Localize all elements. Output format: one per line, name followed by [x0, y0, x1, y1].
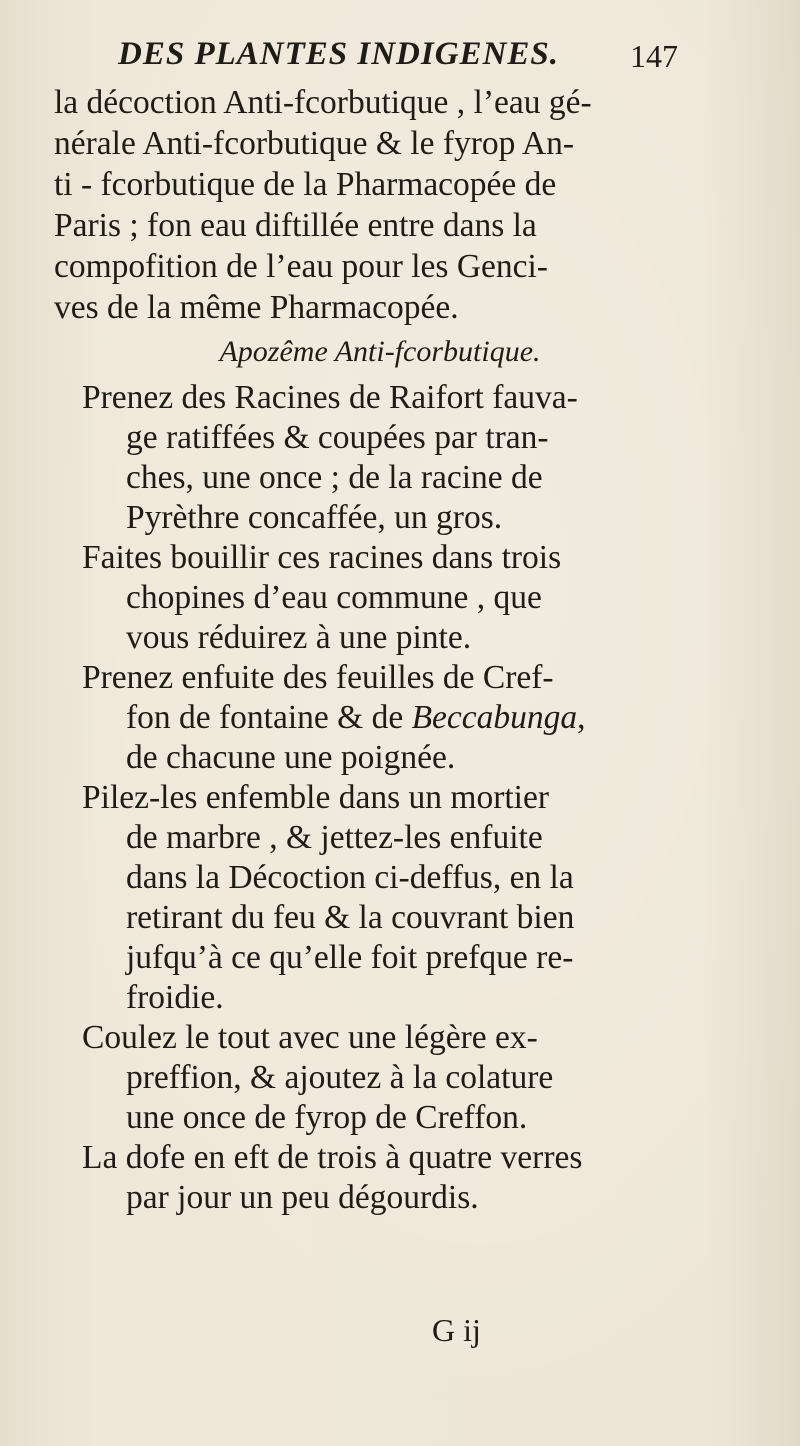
text-line: de marbre , & jettez-les enfuite: [126, 819, 543, 856]
text-line: La dofe en eft de trois à quatre verres: [82, 1139, 583, 1176]
punctuation: ,: [577, 699, 586, 736]
recipe-step: [82, 538, 762, 658]
text-line: la décoction Anti-fcorbutique , l’eau gé-: [54, 84, 592, 121]
text-line: de chacune une poignée.: [126, 739, 456, 776]
text-line: froidie.: [126, 979, 224, 1016]
page-number: 147: [630, 38, 678, 74]
text-line: dans la Décoction ci-deffus, en la: [126, 859, 574, 896]
recipe-step: [82, 1138, 762, 1218]
text-line: vous réduirez à une pinte.: [126, 619, 472, 656]
text-line: [82, 698, 762, 738]
text-line: compofition de l’eau pour les Genci-: [54, 248, 548, 285]
text-line: ti - fcorbutique de la Pharmacopée de: [54, 166, 557, 203]
text-span: fon de fontaine & de: [126, 699, 412, 736]
text-line: Coulez le tout avec une légère ex-: [82, 1019, 538, 1056]
recipe-step: [82, 1018, 762, 1138]
text-line: une once de fyrop de Creffon.: [126, 1099, 528, 1136]
plant-name: Beccabunga: [411, 699, 578, 736]
text-line: Faites bouillir ces racines dans trois: [82, 539, 562, 576]
text-line: chopines d’eau commune , que: [126, 579, 542, 616]
recipe-instructions: [82, 378, 762, 1218]
text-line: ches, une once ; de la racine de: [126, 459, 543, 496]
text-line: nérale Anti-fcorbutique & le fyrop An-: [54, 125, 575, 162]
signature-mark: G ij: [432, 1312, 481, 1348]
text-line: ge ratiffées & coupées par tran-: [126, 419, 549, 456]
text-line: jufqu’à ce qu’elle foit prefque re-: [126, 939, 574, 976]
text-line: preffion, & ajoutez à la colature: [126, 1059, 554, 1096]
text-line: Prenez enfuite des feuilles de Cref-: [82, 659, 554, 696]
text-line: par jour un peu dégourdis.: [126, 1179, 479, 1216]
text-line: ves de la même Pharmacopée.: [54, 289, 459, 326]
recipe-step: [82, 778, 762, 1018]
recipe-title: Apozême Anti-fcorbutique.: [219, 335, 541, 368]
text-line: Pilez-les enfemble dans un mortier: [82, 779, 549, 816]
text-line: retirant du feu & la couvrant bien: [126, 899, 575, 936]
recipe-step: [82, 658, 762, 778]
text-line: Pyrèthre concaffée, un gros.: [126, 499, 503, 536]
recipe-step: [82, 378, 762, 538]
page-header: [118, 36, 678, 86]
text-line: Prenez des Racines de Raifort fauva-: [82, 379, 578, 416]
running-head: DES PLANTES INDIGENES.: [118, 36, 560, 72]
text-line: Paris ; fon eau diftillée entre dans la: [54, 207, 537, 244]
intro-paragraph: [54, 82, 754, 328]
